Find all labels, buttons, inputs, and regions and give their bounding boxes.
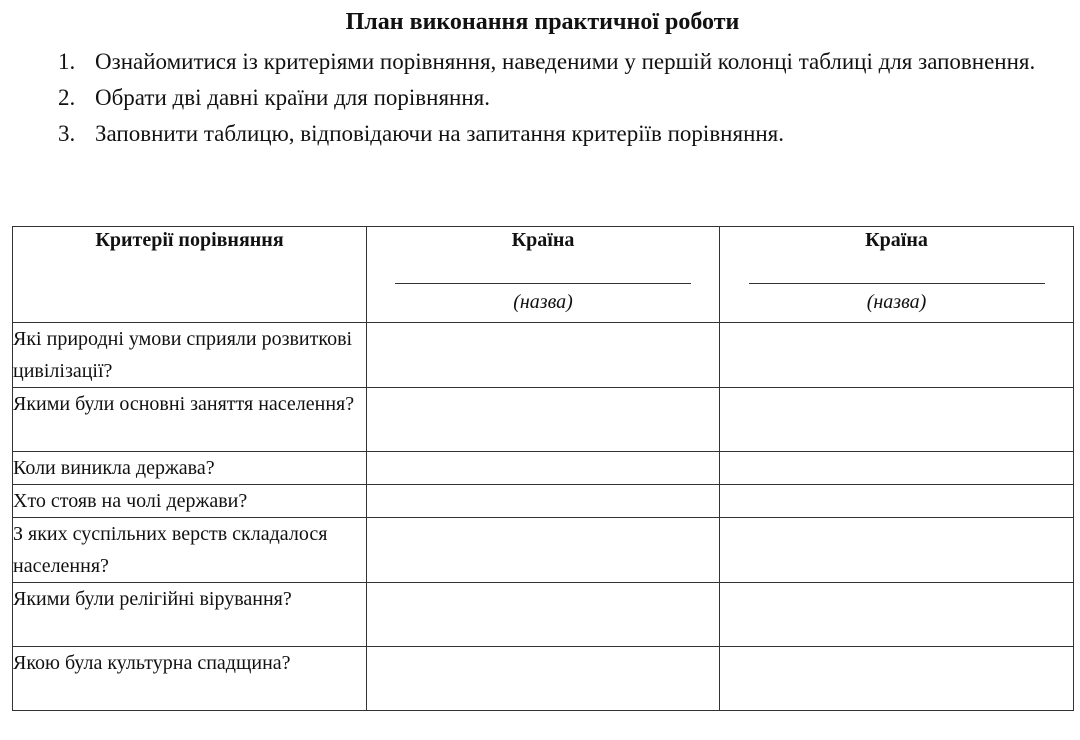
table-row xyxy=(13,388,1074,452)
country-2-answer-cell[interactable] xyxy=(720,518,1074,583)
plan-item-number: 1. xyxy=(58,49,76,74)
criterion-cell: Коли виникла держава? xyxy=(13,452,367,485)
country-2-header xyxy=(720,227,1074,323)
country-1-answer-cell[interactable] xyxy=(367,388,720,452)
country-2-answer-cell[interactable] xyxy=(720,485,1074,518)
plan-item xyxy=(58,116,1064,152)
table-row xyxy=(13,583,1074,647)
country-2-header-label: Країна xyxy=(865,229,928,251)
plan-item-text: Ознайомитися із критеріями порівняння, наведеними у першій колонці таблиці для заповнення. xyxy=(95,49,1036,74)
country-1-answer-cell[interactable] xyxy=(367,518,720,583)
criteria-header xyxy=(13,227,367,323)
country-1-answer-cell[interactable] xyxy=(367,323,720,388)
table-row xyxy=(13,647,1074,711)
plan-item xyxy=(58,80,1064,116)
plan-list xyxy=(58,44,1064,152)
country-1-name-blank[interactable] xyxy=(395,283,691,284)
criterion-cell: Які природні умови сприяли розвиткові цивілізації? xyxy=(13,323,367,388)
country-2-name-hint: (назва) xyxy=(866,291,927,313)
country-2-answer-cell[interactable] xyxy=(720,452,1074,485)
criterion-cell: Якими були основні заняття населення? xyxy=(13,388,367,452)
table-row xyxy=(13,452,1074,485)
plan-item-text: Обрати дві давні країни для порівняння. xyxy=(95,85,490,110)
country-1-name-hint: (назва) xyxy=(513,291,573,313)
table-header-row xyxy=(13,227,1074,323)
plan-item-text: Заповнити таблицю, відповідаючи на запитання критеріїв порівняння. xyxy=(95,121,785,146)
page-title: План виконання практичної роботи xyxy=(345,9,740,35)
country-2-answer-cell[interactable] xyxy=(720,323,1074,388)
plan-item xyxy=(58,44,1064,80)
country-2-answer-cell[interactable] xyxy=(720,388,1074,452)
criterion-cell: Якими були релігійні вірування? xyxy=(13,583,367,647)
criteria-header-label: Критерії порівняння xyxy=(95,229,284,251)
country-2-answer-cell[interactable] xyxy=(720,583,1074,647)
criterion-cell: Якою була культурна спадщина? xyxy=(13,647,367,711)
country-1-header xyxy=(367,227,720,323)
country-1-answer-cell[interactable] xyxy=(367,452,720,485)
plan-item-number: 2. xyxy=(58,85,76,110)
country-2-answer-cell[interactable] xyxy=(720,647,1074,711)
criterion-cell: Хто стояв на чолі держави? xyxy=(13,485,367,518)
plan-item-number: 3. xyxy=(58,121,76,146)
country-1-answer-cell[interactable] xyxy=(367,485,720,518)
table-row xyxy=(13,323,1074,388)
country-1-header-label: Країна xyxy=(511,229,575,251)
table-row xyxy=(13,485,1074,518)
comparison-table xyxy=(12,226,1074,711)
country-1-answer-cell[interactable] xyxy=(367,583,720,647)
country-1-answer-cell[interactable] xyxy=(367,647,720,711)
table-row xyxy=(13,518,1074,583)
country-2-name-blank[interactable] xyxy=(749,283,1045,284)
criterion-cell: З яких суспільних верств складалося населення? xyxy=(13,518,367,583)
